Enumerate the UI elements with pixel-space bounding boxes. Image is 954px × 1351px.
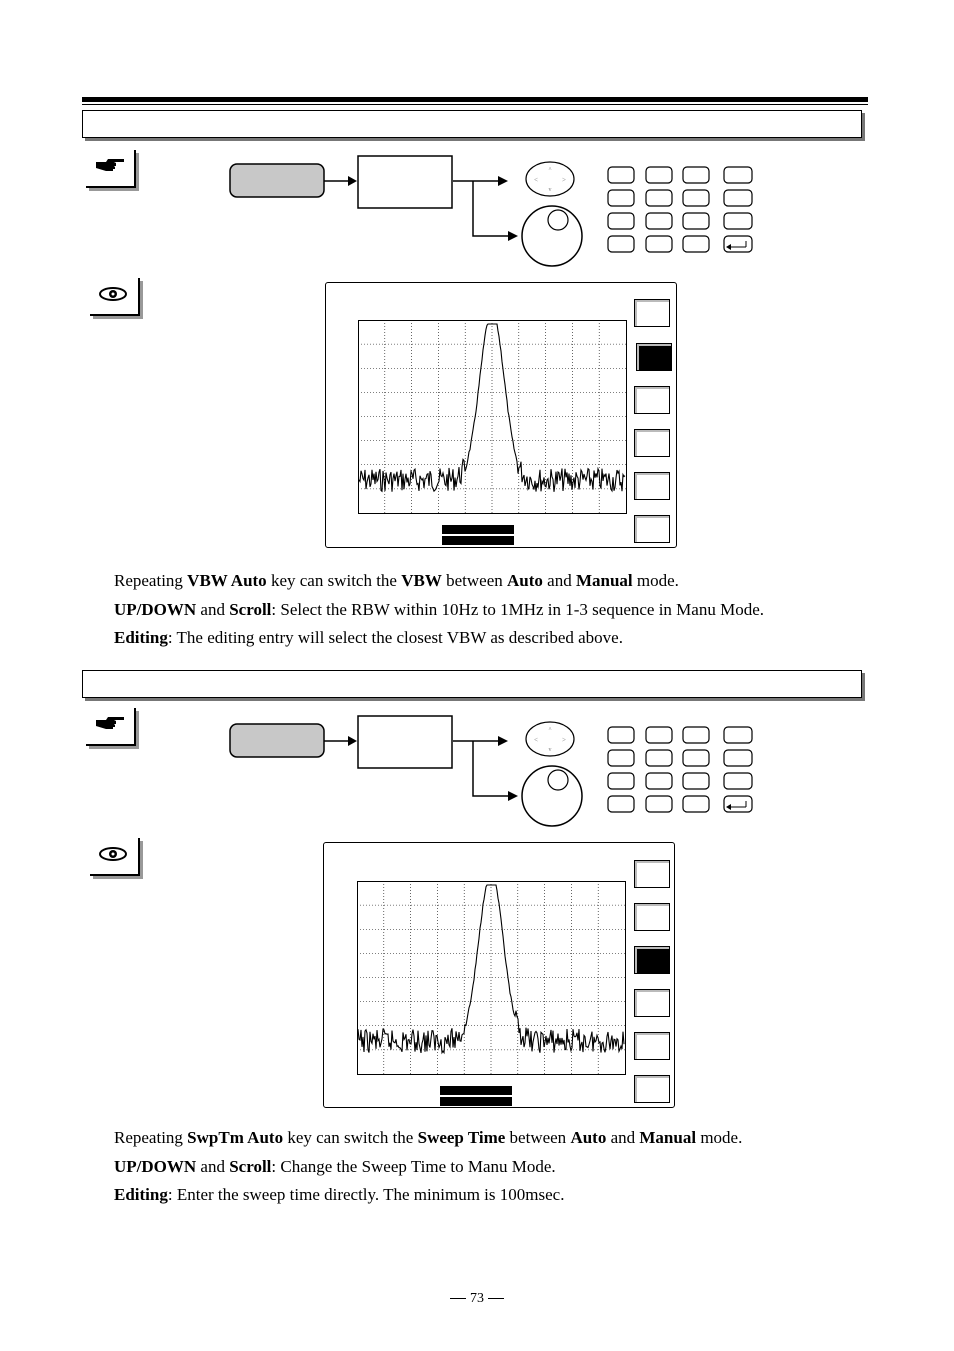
desc-line: Editing: The editing entry will select the closest VBW as described above. [114,628,623,647]
softkey-5[interactable] [634,1032,670,1060]
section-1-description [114,567,764,653]
header-rule-thin [82,104,868,105]
section-2-banner [82,670,862,698]
softkey-6[interactable] [634,515,670,543]
softkey-box [358,156,452,208]
key-diagram-1-svg [228,152,758,272]
softkey-1[interactable] [634,860,670,888]
softkey-3[interactable] [634,386,670,414]
analyzer-screen-1 [325,282,677,548]
svg-text:v: v [548,747,552,753]
analyzer-screen-2 [323,842,675,1108]
page-footer [0,1291,954,1307]
front-panel-key [230,164,324,197]
page-number: 73 [470,1291,484,1306]
softkey-5[interactable] [634,472,670,500]
eye-icon [90,838,140,876]
desc-line: UP/DOWN and Scroll: Change the Sweep Time to Manu Mode. [114,1156,556,1176]
desc-line: Repeating VBW Auto key can switch the VBW between Auto and Manual mode. [114,571,679,590]
softkey-4[interactable] [634,989,670,1017]
svg-text:^: ^ [548,727,552,733]
svg-text:>: > [562,176,566,184]
key-diagram-2-svg [228,712,758,832]
softkey-3[interactable] [634,946,670,974]
key-diagram-1 [228,152,758,272]
desc-line: Editing: Enter the sweep time directly. The minimum is 100msec. [114,1185,565,1204]
softkey-2[interactable] [634,903,670,931]
pointing-hand-icon [86,150,136,188]
spectrum-trace-1 [358,320,628,515]
numeric-keypad [608,167,752,252]
svg-text:>: > [562,736,566,744]
eye-icon [90,278,140,316]
desc-line: Repeating SwpTm Auto key can switch the Sweep Time between Auto and Manual mode. [114,1128,743,1147]
svg-text:<: < [534,176,538,184]
softkey-4[interactable] [634,429,670,457]
desc-line: UP/DOWN and Scroll: Select the RBW within 10Hz to 1MHz in 1-3 sequence in Manu Mode. [114,599,765,619]
softkey-2[interactable] [636,343,672,371]
svg-text:<: < [534,736,538,744]
svg-text:v: v [548,187,552,193]
key-diagram-2 [228,712,758,832]
svg-text:^: ^ [548,167,552,173]
softkey-6[interactable] [634,1075,670,1103]
spectrum-trace-2 [357,881,627,1076]
softkey-1[interactable] [634,299,670,327]
pointing-hand-icon [86,708,136,746]
section-1-banner [82,110,862,138]
header-rule-thick [82,97,868,102]
section-2-description [114,1124,742,1210]
